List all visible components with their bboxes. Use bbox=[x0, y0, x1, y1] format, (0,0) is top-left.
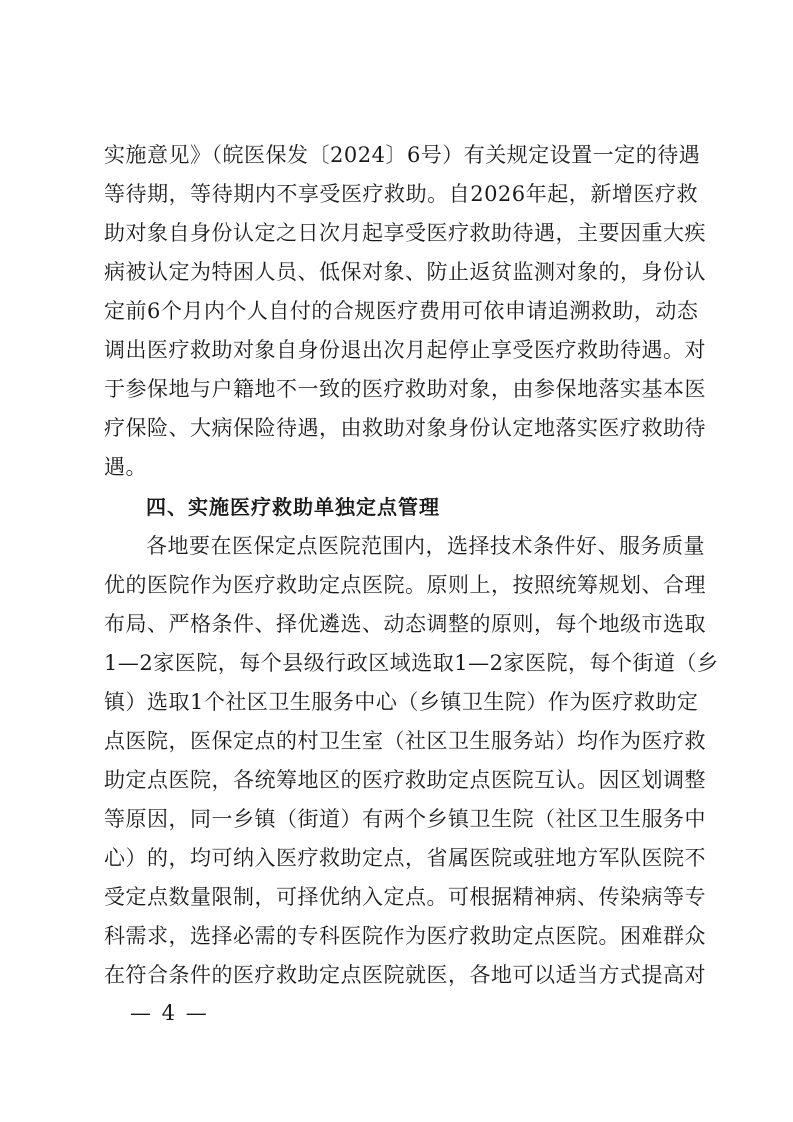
paragraph-line: 点医院，医保定点的村卫生室（社区卫生服务站）均作为医疗救 bbox=[104, 729, 706, 753]
paragraph-line: 镇）选取1个社区卫生服务中心（乡镇卫生院）作为医疗救助定 bbox=[104, 690, 699, 714]
paragraph-line: 于参保地与户籍地不一致的医疗救助对象，由参保地落实基本医 bbox=[104, 377, 706, 401]
paragraph-line: 1—2家医院，每个县级行政区域选取1—2家医院，每个街道（乡 bbox=[104, 651, 719, 675]
paragraph-line: 病被认定为特困人员、低保对象、防止返贫监测对象的，身份认 bbox=[104, 260, 706, 284]
paragraph-line: 优的医院作为医疗救助定点医院。原则上，按照统筹规划、合理 bbox=[104, 573, 706, 597]
paragraph-line: 布局、严格条件、择优遴选、动态调整的原则，每个地级市选取 bbox=[104, 612, 706, 636]
paragraph-line: 调出医疗救助对象自身份退出次月起停止享受医疗救助待遇。对 bbox=[104, 338, 706, 362]
paragraph-line: 在符合条件的医疗救助定点医院就医，各地可以适当方式提高对 bbox=[104, 963, 706, 987]
paragraph-line: 遇。 bbox=[104, 455, 147, 479]
paragraph-line: 受定点数量限制，可择优纳入定点。可根据精神病、传染病等专 bbox=[104, 885, 706, 909]
section-heading: 四、实施医疗救助单独定点管理 bbox=[146, 495, 440, 519]
paragraph-line: 等原因，同一乡镇（街道）有两个乡镇卫生院（社区卫生服务中 bbox=[104, 807, 706, 831]
paragraph-line: 助对象自身份认定之日次月起享受医疗救助待遇，主要因重大疾 bbox=[104, 221, 706, 245]
paragraph-line: 助定点医院，各统筹地区的医疗救助定点医院互认。因区划调整 bbox=[104, 768, 706, 792]
paragraph-line: 定前6个月内个人自付的合规医疗费用可依申请追溯救助，动态 bbox=[104, 299, 699, 323]
paragraph-line: 疗保险、大病保险待遇，由救助对象身份认定地落实医疗救助待 bbox=[104, 416, 706, 440]
paragraph-line: 科需求，选择必需的专科医院作为医疗救助定点医院。困难群众 bbox=[104, 924, 706, 948]
paragraph-line: 各地要在医保定点医院范围内，选择技术条件好、服务质量 bbox=[146, 534, 705, 558]
paragraph-line: 心）的，均可纳入医疗救助定点，省属医院或驻地方军队医院不 bbox=[104, 846, 706, 870]
page-number: — 4 — bbox=[130, 1001, 209, 1025]
paragraph-line: 实施意见》（皖医保发〔2024〕6号）有关规定设置一定的待遇 bbox=[104, 143, 701, 167]
paragraph-line: 等待期，等待期内不享受医疗救助。自2026年起，新增医疗救 bbox=[104, 182, 698, 206]
